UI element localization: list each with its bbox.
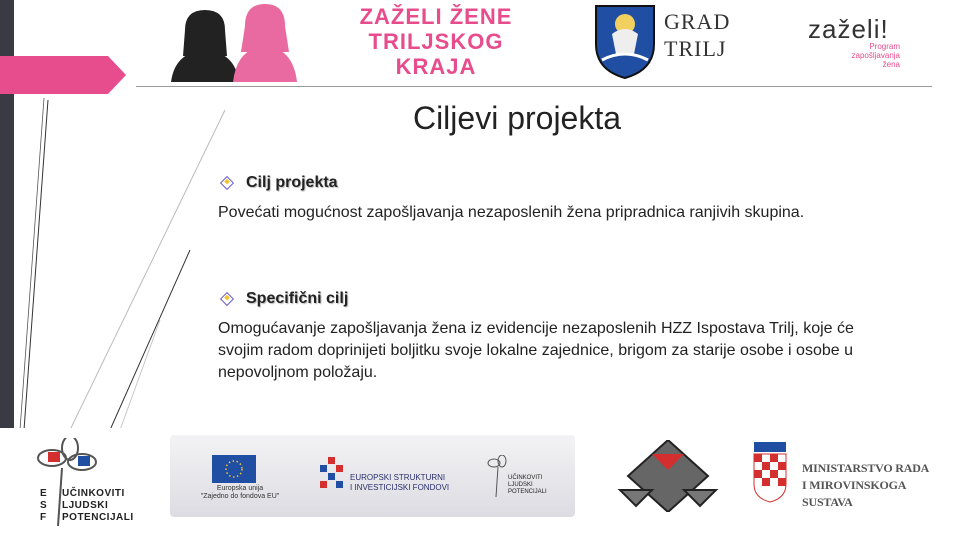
eu-text-1: Europska unija	[216, 485, 264, 492]
diamond-bullet-icon	[220, 292, 234, 306]
grad-line-2: TRILJ	[664, 36, 727, 61]
esif-line-2: I INVESTICIJSKI FONDOVI	[350, 483, 450, 492]
program-logo-text: zaželi!	[808, 14, 889, 44]
section-goal	[218, 174, 858, 224]
program-sub-2: zapošljavanja	[851, 51, 900, 60]
ministry-logo	[752, 440, 952, 512]
diamond-bullet-icon	[220, 176, 234, 190]
esf-letter-f: F	[40, 512, 47, 523]
slide-title: Ciljevi projekta	[412, 100, 622, 136]
program-sub-3: žena	[882, 60, 900, 69]
section-heading: Cilj projekta	[246, 174, 338, 191]
logo-line-3: KRAJA	[395, 54, 477, 79]
esf-label-1: UČINKOVITI	[62, 488, 125, 499]
esf-small-1: UČINKOVITI	[508, 475, 543, 481]
esf-logo	[22, 438, 142, 530]
esf-small-flower-icon	[486, 455, 510, 499]
esf-letter-s: S	[40, 500, 47, 511]
header-divider	[136, 86, 932, 87]
grad-trilj-logo	[590, 0, 760, 82]
zazeli-program-logo	[800, 6, 930, 76]
section-specific-goal	[218, 290, 858, 384]
women-silhouettes-icon	[165, 0, 335, 82]
ministry-line-1: MINISTARSTVO RADA	[802, 461, 930, 475]
esf-label-2: LJUDSKI	[62, 500, 109, 511]
pink-arrow-shape	[0, 56, 126, 94]
zazeli-zene-logo	[165, 0, 535, 82]
esf-label-3: POTENCIJALI	[62, 512, 134, 523]
hzz-logo-icon	[612, 440, 724, 512]
logo-line-1: ZAŽELI ŽENE	[359, 4, 513, 29]
section-heading: Specifični cilj	[246, 290, 349, 307]
esf-small-2: LJUDSKI	[508, 482, 533, 488]
croatian-coat-of-arms-icon	[752, 440, 788, 504]
program-sub-1: Program	[869, 42, 900, 51]
section-text: Povećati mogućnost zapošljavanja nezaposlenih žena pripradnica ranjivih skupina.	[218, 204, 805, 221]
coat-of-arms-icon	[590, 0, 660, 80]
eu-funds-banner	[170, 435, 575, 517]
eu-flag-icon	[212, 455, 256, 483]
grad-line-1: GRAD	[664, 9, 731, 34]
section-text: Omogućavanje zapošljavanja žena iz evidencije nezaposlenih HZZ Ispostava Trilj, koje će svojim radom doprinijeti boljitku svoje lokalne zajednice, brigom za starije osobe i osobe u nepovoljnom položaju.	[218, 320, 854, 381]
esif-line-1: EUROPSKI STRUKTURNI	[350, 473, 446, 482]
esf-letter-e: E	[40, 488, 47, 499]
logo-line-2: TRILJSKOG	[368, 29, 504, 54]
eu-text-2: "Zajedno do fondova EU"	[200, 493, 280, 500]
ministry-line-2: I MIROVINSKOGA SUSTAVA	[802, 478, 906, 509]
checkerboard-icon	[318, 457, 350, 497]
esf-small-3: POTENCIJALI	[508, 489, 547, 495]
